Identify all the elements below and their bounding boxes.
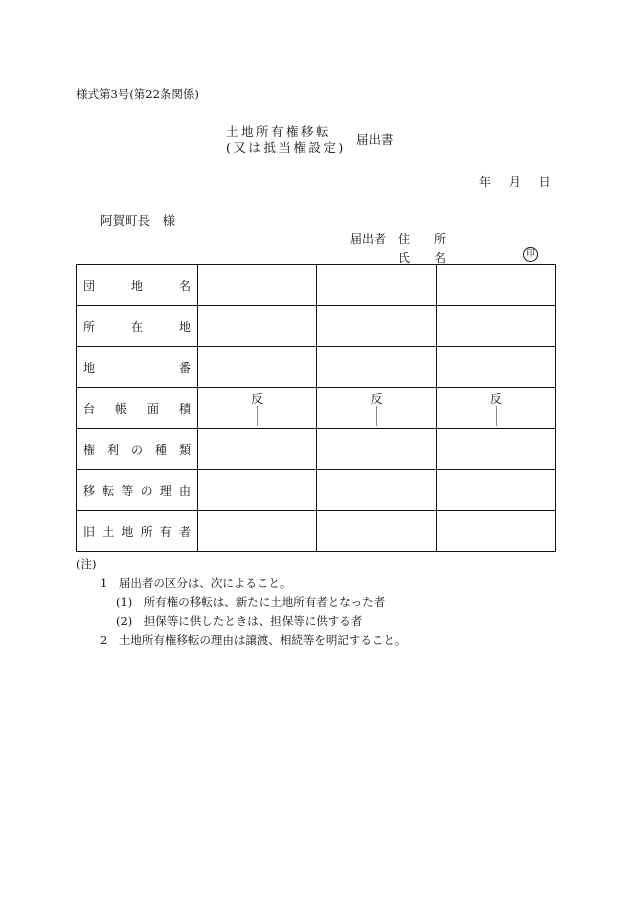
row-label [77, 511, 198, 552]
entry-cell[interactable] [198, 470, 317, 511]
table-row [77, 470, 556, 511]
entry-cell[interactable] [317, 470, 436, 511]
area-unit-label: 反 [370, 392, 383, 406]
addressee: 阿賀町長 様 [100, 213, 176, 228]
entry-cell[interactable] [317, 347, 436, 388]
row-label [77, 388, 198, 429]
table-row [77, 306, 556, 347]
entry-cell[interactable] [436, 265, 555, 306]
entry-cell[interactable] [436, 347, 555, 388]
land-transfer-table [76, 264, 556, 552]
note-item-1-1: (1) 所有権の移転は、新たに土地所有者となった者 [116, 595, 386, 609]
row-label [77, 429, 198, 470]
entry-cell[interactable] [317, 511, 436, 552]
note-item-2: 2 土地所有権移転の理由は譲渡、相続等を明記すること。 [100, 633, 407, 647]
row-label-text: 移 転 等 の 理 由 [83, 483, 191, 498]
entry-cell[interactable] [198, 429, 317, 470]
entry-cell[interactable] [198, 388, 317, 429]
entry-cell[interactable] [198, 265, 317, 306]
entry-cell[interactable] [436, 306, 555, 347]
entry-cell[interactable] [198, 511, 317, 552]
note-item-1-2: (2) 担保等に供したときは、担保等に供する者 [116, 614, 363, 628]
row-label-text: 所 在 地 [83, 319, 191, 334]
form-title-suffix: 届出書 [356, 132, 394, 147]
row-label-text: 旧 土 地 所 有 者 [83, 524, 191, 539]
table-row [77, 429, 556, 470]
row-label-text: 団 地 名 [83, 278, 191, 293]
table-row [77, 388, 556, 429]
table-row [77, 511, 556, 552]
area-divider [496, 406, 497, 426]
applicant-address-label: 届出者 住 所 [350, 232, 447, 246]
entry-cell[interactable] [317, 306, 436, 347]
notes-heading: (注) [76, 557, 97, 571]
form-title: 土地所有権移転 [226, 124, 332, 139]
entry-cell[interactable] [436, 511, 555, 552]
table-row [77, 265, 556, 306]
table-row [77, 347, 556, 388]
entry-cell[interactable] [436, 388, 555, 429]
row-label [77, 265, 198, 306]
row-label-text: 地 番 [83, 360, 191, 375]
area-unit-label: 反 [489, 392, 502, 406]
date-line: 年 月 日 [479, 175, 551, 189]
entry-cell[interactable] [436, 470, 555, 511]
entry-cell[interactable] [317, 265, 436, 306]
entry-cell[interactable] [198, 347, 317, 388]
seal-mark: 印 [523, 247, 538, 262]
entry-cell[interactable] [198, 306, 317, 347]
area-divider [376, 406, 377, 426]
row-label-text: 権 利 の 種 類 [83, 442, 191, 457]
note-item-1: 1 届出者の区分は、次によること。 [100, 576, 292, 590]
form-subtitle: (又は抵当権設定) [226, 140, 346, 155]
row-label [77, 470, 198, 511]
entry-cell[interactable] [317, 429, 436, 470]
row-label [77, 347, 198, 388]
area-unit-label: 反 [251, 392, 264, 406]
area-divider [257, 406, 258, 426]
row-label [77, 306, 198, 347]
form-number: 様式第3号(第22条関係) [76, 87, 199, 101]
entry-cell[interactable] [317, 388, 436, 429]
row-label-text: 台 帳 面 積 [83, 401, 191, 416]
applicant-name-label: 氏 名 [398, 251, 447, 265]
entry-cell[interactable] [436, 429, 555, 470]
